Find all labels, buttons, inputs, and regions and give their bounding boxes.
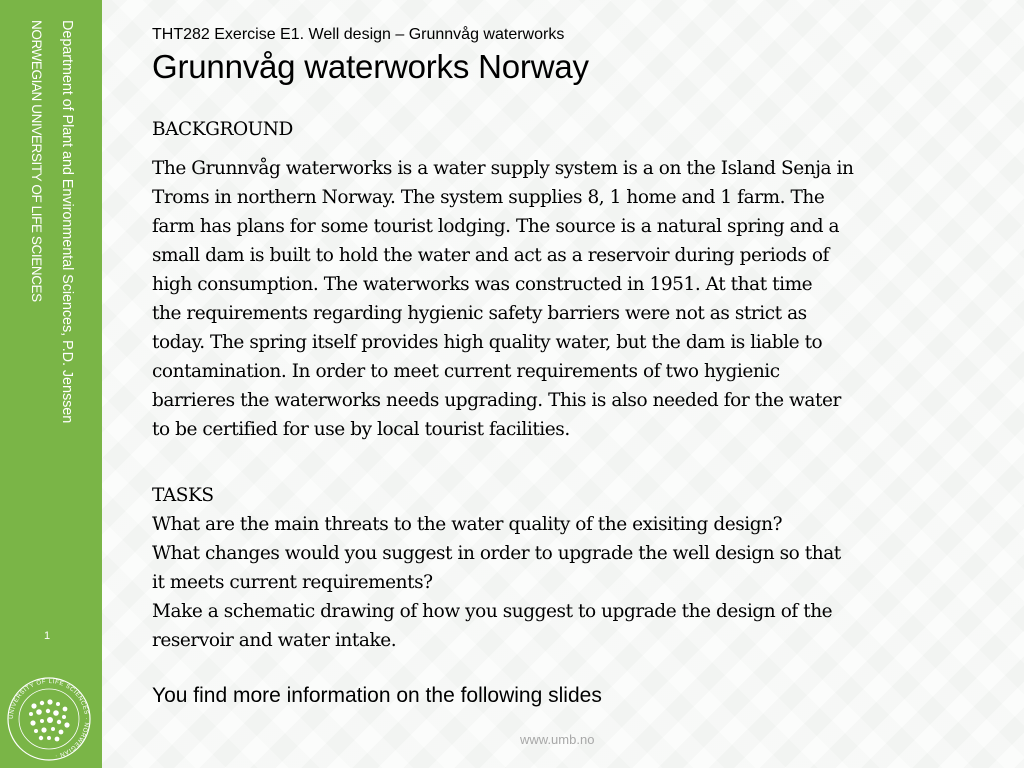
background-paragraph [152, 154, 967, 444]
university-seal-icon [6, 676, 92, 762]
task-line: Make a schematic drawing of how you suggest to upgrade the design of the [152, 601, 833, 622]
department-label: Department of Plant and Environmental Sciences, P.D. Jenssen [59, 20, 75, 424]
background-line: to be certified for use by local tourist facilities. [152, 419, 570, 440]
seal-text: UNIVERSITY OF LIFE SCIENCES · NORWEGIAN · [8, 678, 90, 759]
page-number: 1 [44, 630, 51, 642]
footer-url: www.umb.no [520, 732, 595, 747]
university-label: NORWEGIAN UNIVERSITY OF LIFE SCIENCES [29, 20, 44, 302]
slide-subtitle: THT282 Exercise E1. Well design – Grunnvåg waterworks [152, 26, 565, 43]
tasks-list [152, 510, 967, 655]
background-line: the requirements regarding hygienic safety barriers were not as strict as [152, 303, 807, 324]
task-line: reservoir and water intake. [152, 630, 397, 651]
sidebar [0, 0, 102, 768]
background-line: today. The spring itself provides high quality water, but the dam is liable to [152, 332, 823, 353]
background-line: barrieres the waterworks needs upgrading. This is also needed for the water [152, 390, 841, 411]
more-info-note: You find more information on the following slides [152, 684, 602, 707]
background-line: small dam is built to hold the water and act as a reservoir during periods of [152, 245, 829, 266]
background-line: Troms in northern Norway. The system supplies 8, 1 home and 1 farm. The [152, 187, 825, 208]
background-line: The Grunnvåg waterworks is a water supply system is a on the Island Senja in [152, 158, 854, 179]
background-heading: BACKGROUND [152, 119, 293, 140]
slide-title: Grunnvåg waterworks Norway [152, 48, 589, 85]
background-line: contamination. In order to meet current requirements of two hygienic [152, 361, 780, 382]
task-line: What changes would you suggest in order to upgrade the well design so that [152, 543, 841, 564]
task-line: it meets current requirements? [152, 572, 433, 593]
background-line: high consumption. The waterworks was constructed in 1951. At that time [152, 274, 813, 295]
background-line: farm has plans for some tourist lodging. The source is a natural spring and a [152, 216, 840, 237]
tasks-heading: TASKS [152, 485, 214, 506]
task-line: What are the main threats to the water quality of the exisiting design? [152, 514, 783, 535]
